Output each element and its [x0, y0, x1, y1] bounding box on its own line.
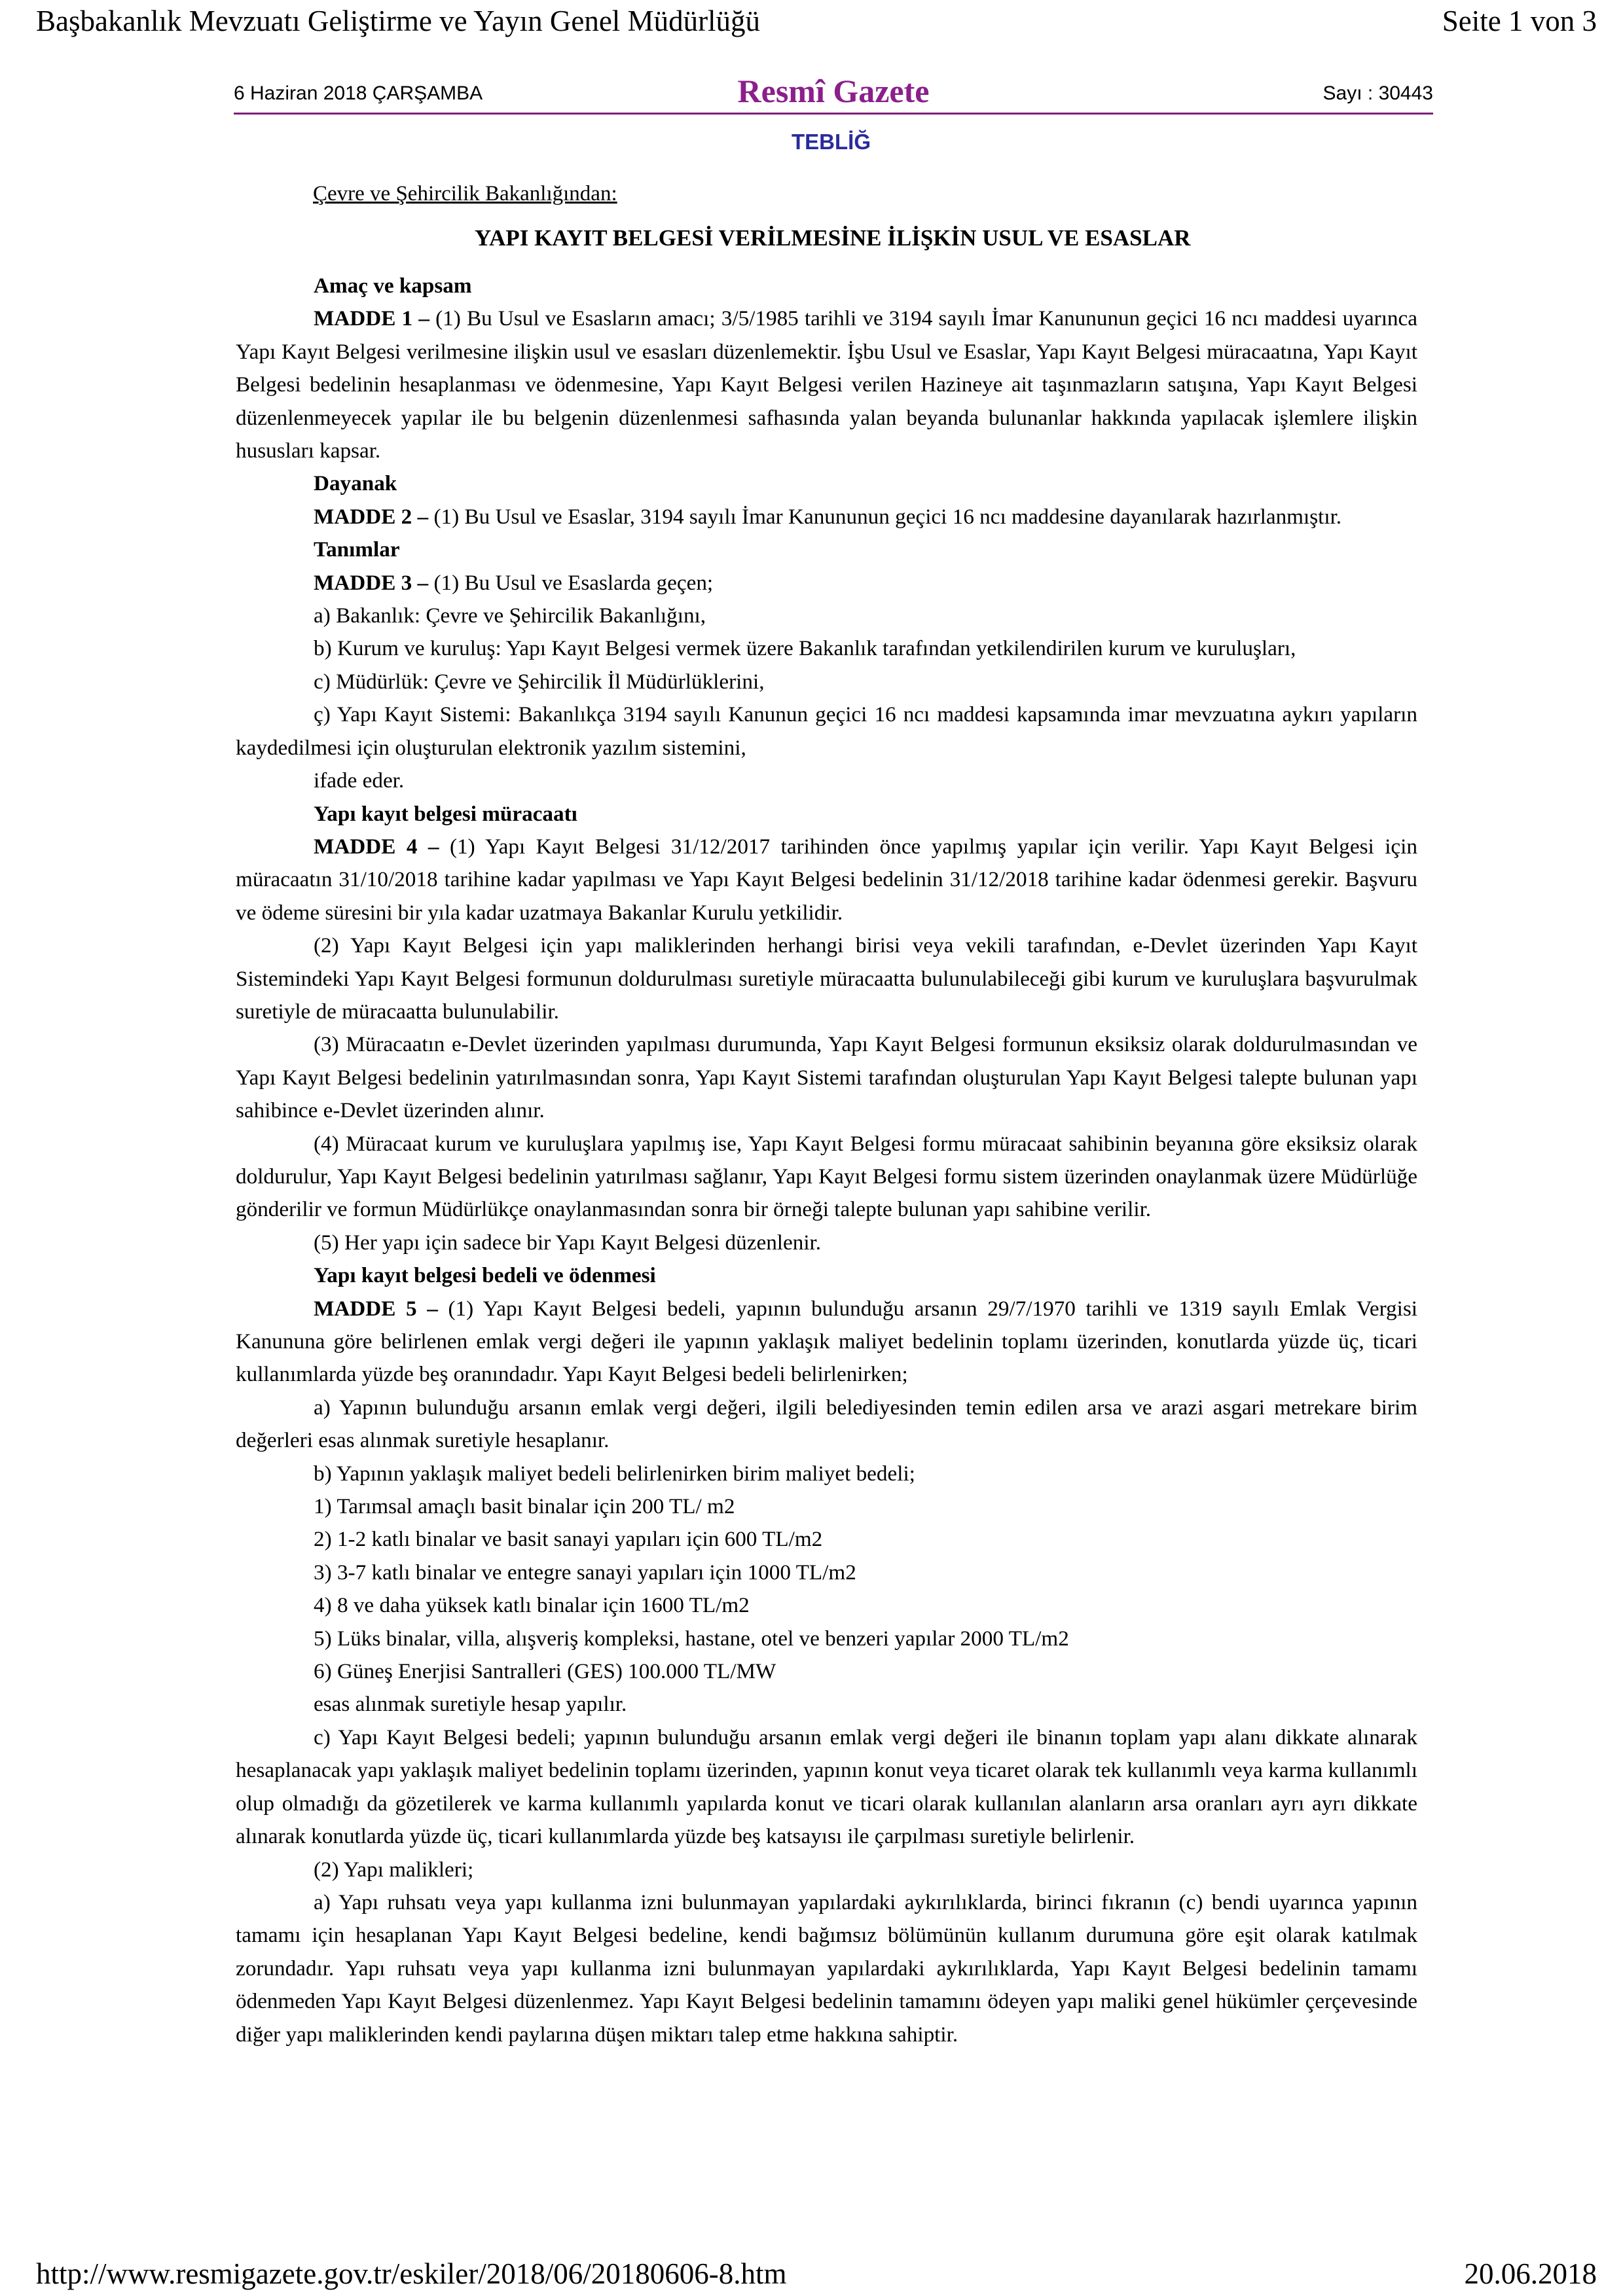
body-paragraph: esas alınmak suretiyle hesap yapılır. — [314, 1692, 627, 1717]
body-paragraph: b) Yapının yaklaşık maliyet bedeli belirlenirken birim maliyet bedeli; — [314, 1461, 915, 1486]
body-paragraph: 2) 1-2 katlı binalar ve basit sanayi yapıları için 600 TL/m2 — [314, 1527, 823, 1552]
article-text: (1) Bu Usul ve Esaslar, 3194 sayılı İmar Kanununun geçici 16 ncı maddesine dayanılarak hazırlanmıştır. — [428, 504, 1342, 529]
article-paragraph — [236, 567, 1417, 600]
source-url: http://www.resmigazete.gov.tr/eskiler/2018/06/20180606-8.htm — [36, 2257, 787, 2290]
article-number: MADDE 5 – — [314, 1296, 438, 1321]
body-paragraph: a) Yapının bulunduğu arsanın emlak vergi değeri, ilgili belediyesinden temin edilen arsa ve arazi asgari metrekare birim değerleri esas alınmak suretiyle hesaplanır. — [236, 1395, 1417, 1453]
document-title: YAPI KAYIT BELGESİ VERİLMESİNE İLİŞKİN USUL VE ESASLAR — [475, 225, 1191, 251]
body-paragraph: (2) Yapı Kayıt Belgesi için yapı maliklerinden herhangi birisi veya vekili tarafından, e-Devlet üzerinden Yapı Kayıt Sistemindeki Yapı Kayıt Belgesi formunun doldurulması suretiyle müracaatta bulunulabileceği gibi kurum ve kuruluşlara başvurulmak suretiyle de müracaatta bulunulabilir. — [236, 933, 1417, 1024]
print-header-title: Başbakanlık Mevzuatı Geliştirme ve Yayın Genel Müdürlüğü — [36, 5, 761, 37]
gazette-masthead — [234, 72, 1433, 115]
body-paragraph: ç) Yapı Kayıt Sistemi: Bakanlıkça 3194 sayılı Kanunun geçici 16 ncı maddesi kapsamında imar mevzuatına aykırı yapıların kaydedilmesi için oluşturulan elektronik yazılım sistemini, — [236, 702, 1417, 760]
body-paragraph: (5) Her yapı için sadece bir Yapı Kayıt Belgesi düzenlenir. — [314, 1230, 822, 1255]
article-number: MADDE 1 – — [314, 306, 429, 331]
article-number: MADDE 2 – — [314, 504, 429, 529]
body-paragraph: (3) Müracaatın e-Devlet üzerinden yapılması durumunda, Yapı Kayıt Belgesi formunun eksiksiz olarak doldurulmasından ve Yapı Kayıt Belgesi bedelinin yatırılmasından sonra, Yapı Kayıt Sistemi tarafından oluşturulan Yapı Kayıt Belgesi talepte bulunan yapı sahibince e-Devlet üzerinden alınır. — [236, 1032, 1417, 1123]
print-header — [36, 1, 1597, 41]
article-heading: Tanımlar — [314, 537, 400, 562]
article-paragraph — [236, 831, 1417, 929]
section-type: TEBLİĞ — [792, 130, 871, 154]
body-paragraph: 3) 3-7 katlı binalar ve entegre sanayi yapıları için 1000 TL/m2 — [314, 1560, 856, 1585]
body-paragraph: 4) 8 ve daha yüksek katlı binalar için 1600 TL/m2 — [314, 1593, 750, 1618]
body-paragraph: c) Yapı Kayıt Belgesi bedeli; yapının bulunduğu arsanın emlak vergi değeri ile binanın toplam yapı alanı dikkate alınarak hesaplanacak yapı yaklaşık maliyet bedelinin toplamı üzerinden, yapının konut veya ticaret olarak tek kullanımlı veya karma kullanımlı olup olmadığı da gözetilerek ve karma kullanımlı yapılarda konut ve ticari olarak kullanılan alanların arsa oranları ayrı ayrı dikkate alınarak konutlarda yüzde üç, ticari kullanımlarda yüzde beş katsayısı ile çarpılması suretiyle belirlenir. — [236, 1725, 1417, 1849]
body-paragraph: b) Kurum ve kuruluş: Yapı Kayıt Belgesi vermek üzere Bakanlık tarafından yetkilendirilen kurum ve kuruluşları, — [314, 636, 1296, 661]
body-paragraph: ifade eder. — [314, 768, 405, 793]
article-paragraph — [236, 1293, 1417, 1391]
print-footer — [36, 2254, 1597, 2293]
page-counter: Seite 1 von 3 — [1442, 5, 1597, 37]
body-paragraph: (2) Yapı malikleri; — [314, 1857, 474, 1882]
gazette-issue-number: Sayı : 30443 — [1322, 82, 1433, 104]
article-heading: Amaç ve kapsam — [314, 274, 472, 298]
body-paragraph: 1) Tarımsal amaçlı basit binalar için 200 TL/ m2 — [314, 1494, 735, 1519]
article-text: (1) Yapı Kayıt Belgesi bedeli, yapının bulunduğu arsanın 29/7/1970 tarihli ve 1319 sayılı Emlak Vergisi Kanununa göre belirlenen emlak vergi değeri ile yapının yaklaşık maliyet bedelinin toplamı üzerinden, konutlarda yüzde üç, ticari kullanımlarda yüzde beş oranındadır. Yapı Kayıt Belgesi bedeli belirlenirken; — [236, 1296, 1417, 1387]
gazette-date: 6 Haziran 2018 ÇARŞAMBA — [234, 82, 483, 104]
article-text: (1) Bu Usul ve Esasların amacı; 3/5/1985 tarihli ve 3194 sayılı İmar Kanununun geçici 16 ncı maddesi uyarınca Yapı Kayıt Belgesi verilmesine ilişkin usul ve esasları düzenlemektir. İşbu Usul ve Esaslar, Yapı Kayıt Belgesi müracaatına, Yapı Kayıt Belgesi bedelinin hesaplanması ve ödenmesine, Yapı Kayıt Belgesi verilen Hazineye ait taşınmazların satışına, Yapı Kayıt Belgesi düzenlenmeyecek yapılar ile bu belgenin düzenlenmesi safhasında yalan beyanda bulunanlar hakkında yapılacak işlemlere ilişkin hususları kapsar. — [236, 306, 1417, 463]
article-number: MADDE 4 – — [314, 834, 439, 859]
article-text: (1) Yapı Kayıt Belgesi 31/12/2017 tarihinden önce yapılmış yapılar için verilir. Yapı Kayıt Belgesi için müracaatın 31/10/2018 tarihine kadar yapılması ve Yapı Kayıt Belgesi bedelinin 31/12/2018 tarihine kadar ödenmesi gerekir. Başvuru ve ödeme süresini bir yıla kadar uzatmaya Bakanlar Kurulu yetkilidir. — [236, 834, 1417, 925]
issuing-ministry: Çevre ve Şehircilik Bakanlığından: — [313, 182, 617, 206]
document-body — [236, 270, 1417, 2051]
body-paragraph: c) Müdürlük: Çevre ve Şehircilik İl Müdürlüklerini, — [314, 669, 765, 694]
article-heading: Yapı kayıt belgesi bedeli ve ödenmesi — [314, 1263, 656, 1288]
article-heading: Dayanak — [314, 471, 397, 496]
article-paragraph — [236, 302, 1417, 467]
article-number: MADDE 3 – — [314, 570, 429, 595]
article-text: (1) Bu Usul ve Esaslarda geçen; — [428, 570, 714, 595]
article-heading: Yapı kayıt belgesi müracaatı — [314, 801, 577, 826]
gazette-title: Resmî Gazete — [737, 73, 930, 109]
body-paragraph: a) Bakanlık: Çevre ve Şehircilik Bakanlığını, — [314, 603, 706, 628]
body-paragraph: (4) Müracaat kurum ve kuruluşlara yapılmış ise, Yapı Kayıt Belgesi formu müracaat sahibinin beyanına göre eksiksiz olarak doldurulur, Yapı Kayıt Belgesi bedelinin yatırılması sağlanır, Yapı Kayıt Belgesi formu sistem üzerinden onaylanmak üzere Müdürlüğe gönderilir ve formun Müdürlükçe onaylanmasından sonra bir örneği talepte bulunan yapı sahibine verilir. — [236, 1131, 1417, 1222]
body-paragraph: a) Yapı ruhsatı veya yapı kullanma izni bulunmayan yapılardaki aykırılıklarda, birinci fıkranın (c) bendi uyarınca yapının tamamı için hesaplanan Yapı Kayıt Belgesi bedeline, kendi bağımsız bölümünün kullanım durumuna göre eşit olarak katılmak zorundadır. Yapı ruhsatı veya yapı kullanma izni bulunmayan yapılardaki aykırılıklarda, Yapı Kayıt Belgesi bedelinin tamamı ödenmeden Yapı Kayıt Belgesi düzenlenmez. Yapı Kayıt Belgesi bedelinin tamamını ödeyen yapı maliki genel hükümler çerçevesinde diğer yapı maliklerinden kendi paylarına düşen miktarı talep etme hakkına sahiptir. — [236, 1890, 1417, 2047]
article-paragraph — [236, 501, 1417, 533]
body-paragraph: 5) Lüks binalar, villa, alışveriş kompleksi, hastane, otel ve benzeri yapılar 2000 TL/m2 — [314, 1626, 1069, 1651]
body-paragraph: 6) Güneş Enerjisi Santralleri (GES) 100.000 TL/MW — [314, 1659, 776, 1684]
print-date: 20.06.2018 — [1464, 2257, 1597, 2290]
